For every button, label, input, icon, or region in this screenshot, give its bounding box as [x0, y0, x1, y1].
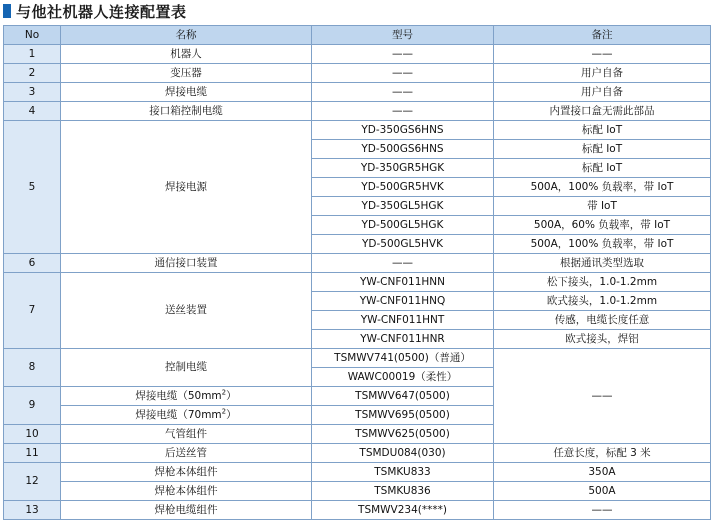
row-model: TSMWV647(0500): [312, 387, 494, 406]
row-name: 变压器: [61, 64, 312, 83]
row-model: YW-CNF011HNQ: [312, 292, 494, 311]
table-row: [4, 273, 711, 292]
row-model: YD-500GR5HVK: [312, 178, 494, 197]
table-row: [4, 64, 711, 83]
row-model: TSMWV695(0500): [312, 406, 494, 425]
row-remark-merged: ——: [494, 349, 711, 444]
row-model: TSMWV625(0500): [312, 425, 494, 444]
row-remark: 带 IoT: [494, 197, 711, 216]
header-model: 型号: [312, 26, 494, 45]
row-no: 6: [4, 254, 61, 273]
table-row: [4, 45, 711, 64]
row-no: 11: [4, 444, 61, 463]
row-remark: ——: [494, 501, 711, 520]
row-remark: 任意长度，标配 3 米: [494, 444, 711, 463]
row-remark: 用户自备: [494, 64, 711, 83]
title-marker: [3, 4, 11, 18]
table-row: [4, 463, 711, 482]
table-row: [4, 501, 711, 520]
row-no: 1: [4, 45, 61, 64]
row-remark: 松下接头，1.0-1.2mm: [494, 273, 711, 292]
row-remark: 标配 IoT: [494, 140, 711, 159]
row-no: 2: [4, 64, 61, 83]
row-name: 控制电缆: [61, 349, 312, 387]
table-row: [4, 83, 711, 102]
row-name: 焊接电缆$(50mm^2)$: [61, 387, 312, 406]
row-name: 后送丝管: [61, 444, 312, 463]
row-no: 13: [4, 501, 61, 520]
row-model: ——: [312, 64, 494, 83]
row-no: 12: [4, 463, 61, 501]
row-name: 送丝装置: [61, 273, 312, 349]
section-title: [3, 0, 187, 22]
row-remark: 500A，100% 负载率，带 IoT: [494, 235, 711, 254]
row-model: TSMKU833: [312, 463, 494, 482]
row-remark: 500A，60% 负载率，带 IoT: [494, 216, 711, 235]
row-model: YD-350GL5HGK: [312, 197, 494, 216]
row-remark: 内置接口盒无需此部品: [494, 102, 711, 121]
row-model: YD-500GL5HGK: [312, 216, 494, 235]
row-model: ——: [312, 83, 494, 102]
row-remark: 350A: [494, 463, 711, 482]
row-remark: 500A: [494, 482, 711, 501]
table-row: [4, 444, 711, 463]
row-model: TSMKU836: [312, 482, 494, 501]
config-table: [3, 25, 711, 520]
row-no: 9: [4, 387, 61, 425]
row-remark: 欧式接头，焊铝: [494, 330, 711, 349]
row-remark: 欧式接头，1.0-1.2mm: [494, 292, 711, 311]
row-no: 5: [4, 121, 61, 254]
row-model: YD-500GL5HVK: [312, 235, 494, 254]
row-model: ——: [312, 102, 494, 121]
row-model: YD-500GS6HNS: [312, 140, 494, 159]
row-model: YW-CNF011HNR: [312, 330, 494, 349]
row-remark: 根据通讯类型选取: [494, 254, 711, 273]
table-row: [4, 482, 711, 501]
header-name: 名称: [61, 26, 312, 45]
row-name: 焊接电源: [61, 121, 312, 254]
row-name: 焊枪本体组件: [61, 482, 312, 501]
row-no: 3: [4, 83, 61, 102]
row-remark: ——: [494, 45, 711, 64]
row-model: TSMWV234(****): [312, 501, 494, 520]
row-model: YD-350GR5HGK: [312, 159, 494, 178]
row-model: TSMDU084(030): [312, 444, 494, 463]
row-remark: 标配 IoT: [494, 159, 711, 178]
header-remark: 备注: [494, 26, 711, 45]
row-model: ——: [312, 254, 494, 273]
table-row: [4, 102, 711, 121]
row-no: 10: [4, 425, 61, 444]
page-title: 与他社机器人连接配置表: [16, 2, 187, 21]
row-name: 通信接口装置: [61, 254, 312, 273]
row-name: 焊枪电缆组件: [61, 501, 312, 520]
row-model: YW-CNF011HNT: [312, 311, 494, 330]
row-remark: 传感，电缆长度任意: [494, 311, 711, 330]
row-no: 4: [4, 102, 61, 121]
table-row: [4, 254, 711, 273]
row-no: 8: [4, 349, 61, 387]
row-remark: 用户自备: [494, 83, 711, 102]
table-row: [4, 349, 711, 368]
row-remark: 标配 IoT: [494, 121, 711, 140]
row-name: 机器人: [61, 45, 312, 64]
row-name: 气管组件: [61, 425, 312, 444]
table-row: [4, 121, 711, 140]
header-no: No: [4, 26, 61, 45]
row-remark: 500A，100% 负载率，带 IoT: [494, 178, 711, 197]
row-name: 焊接电缆: [61, 83, 312, 102]
row-name: 焊枪本体组件: [61, 463, 312, 482]
row-no: 7: [4, 273, 61, 349]
row-model: ——: [312, 45, 494, 64]
row-model: TSMWV741(0500)（普通）: [312, 349, 494, 368]
row-model: YD-350GS6HNS: [312, 121, 494, 140]
row-model: YW-CNF011HNN: [312, 273, 494, 292]
row-name: 接口箱控制电缆: [61, 102, 312, 121]
row-name: 焊接电缆$(70mm^2)$: [61, 406, 312, 425]
row-model: WAWC00019（柔性）: [312, 368, 494, 387]
table-header-row: [4, 26, 711, 45]
